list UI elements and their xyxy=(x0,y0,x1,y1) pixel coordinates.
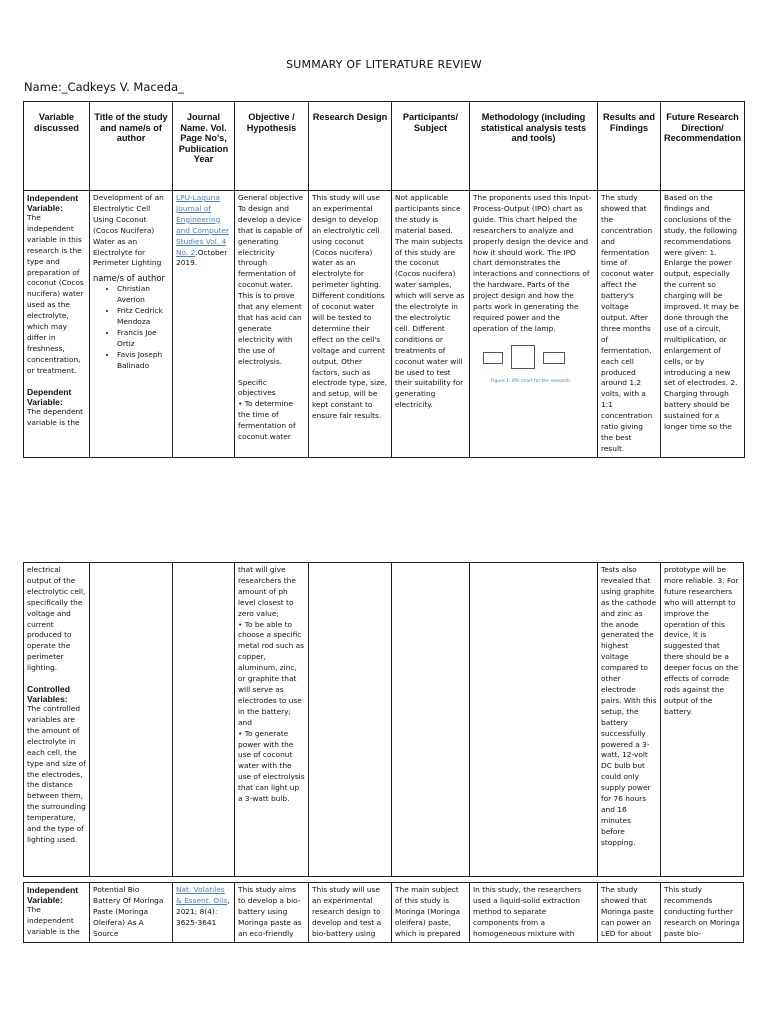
table-row xyxy=(24,191,745,458)
dependent-variable-label: Dependent Variable: xyxy=(27,386,72,407)
header-objective: Objective / Hypothesis xyxy=(235,102,309,191)
table-header-row xyxy=(24,102,745,191)
author-item: • Fritz Cedrick Mendoza xyxy=(117,306,169,328)
ipo-input-box xyxy=(483,352,503,364)
cell-objective xyxy=(235,191,309,458)
controlled-variables-text: The controlled variables are the amount of electrolyte in each cell, the type and size of the electrodes, the distance between them, the surrounding temperature, and the type of lighting used. xyxy=(27,704,86,844)
author-item: • Francis Joe Ortiz xyxy=(117,328,169,350)
header-journal: Journal Name. Vol. Page No's, Publication Year xyxy=(173,102,235,191)
cell-future: prototype will be more reliable. 3. For future researchers who will attempt to improve the operation of this device, it is suggested that there should be a deeper focus on the effects of corrode rods against the output of the battery. xyxy=(661,563,744,877)
cell-objective: This study aims to develop a bio-battery using Moringa paste as an eco-friendly xyxy=(235,883,309,943)
figure-caption: Figure 1. IPO chart for the research xyxy=(491,378,570,384)
header-methodology: Methodology (including statistical analysis tests and tools) xyxy=(470,102,598,191)
cell-future: This study recommends conducting further research on Moringa paste bio- xyxy=(661,883,744,943)
author-item: • Favis Joseph Balinado xyxy=(117,350,169,372)
cell-participants: The main subject of this study is Moringa (Moringa oleifera) paste, which is prepared xyxy=(392,883,470,943)
ipo-chart-figure xyxy=(483,343,570,384)
header-participants: Participants/ Subject xyxy=(392,102,470,191)
name-line: Name:_Cadkeys V. Maceda_ xyxy=(24,80,184,94)
cell-variable xyxy=(24,191,90,458)
cell-future: Based on the findings and conclusions of the study, the following recommendations were given: 1. Enlarge the power output, especially the current so charging will be improved. It may be done through the use of a circuit, multiplication, or enlargement of cells, or by introducing a new set of electrodes. 2. Charging through battery should be sustained for a longer time so the xyxy=(661,191,745,458)
independent-variable-label: Independent Variable: xyxy=(27,885,79,905)
specific-objectives-label: Specific objectives xyxy=(238,377,276,398)
cell-journal xyxy=(173,883,235,943)
cell-title xyxy=(90,191,173,458)
methodology-text: The proponents used this Input-Process-Output (IPO) chart as guide. This chart helped the researchers to analyze and properly design the device and how it should work. The IPO chart demonstrates the interactions and connections of the hardware. Parts of the project design and how the parts work in generating the required power and the operation of the lamp. xyxy=(473,193,592,333)
header-future: Future Research Direction/ Recommendation xyxy=(661,102,745,191)
cell-design: This study will use an experimental research design to develop and test a bio-battery using xyxy=(309,883,392,943)
ipo-output-box xyxy=(543,352,565,364)
header-design: Research Design xyxy=(309,102,392,191)
study-title: Development of an Electrolytic Cell Using Coconut (Cocos Nucifera) Water as an Electrolyte for Perimeter Lighting xyxy=(93,193,164,268)
cell-results: The study showed that the concentration and fermentation time of coconut water affect the battery's voltage output. After three months of fermentation, each cell produced around 1.2 volts, with a 1:1 concentration ratio giving the best result. xyxy=(598,191,661,458)
author-item: • Christian Averion xyxy=(117,284,169,306)
cell-journal xyxy=(173,563,235,877)
general-objective: General objective To design and develop a device that is capable of generating electricity through fermentation of coconut water. This is to prove that any element that has acid can generate electricity with the use of electrolysis. xyxy=(238,193,304,366)
header-variable: Variable discussed xyxy=(24,102,90,191)
cell-methodology xyxy=(470,191,598,458)
objective-bullet: • To determine the time of fermentation of coconut water xyxy=(238,399,296,442)
table-row xyxy=(24,563,744,877)
cell-participants: Not applicable participants since the study is material based. The main subjects of this study are the coconut (Cocos nucifera) water samples, which will serve as the electrolyte in the electrolytic cell. Different conditions or treatments of coconut water will be used to test their suitability for generating electricity. xyxy=(392,191,470,458)
authors-label: name/s of author xyxy=(93,273,165,284)
independent-variable-text: The independent variable is the xyxy=(27,905,80,936)
cell-results: Tests also revealed that using graphite as the cathode and zinc as the anode generated the highest voltage compared to other electrode pairs. With this setup, the battery successfully powered a 3-watt, 12-volt DC bulb but could only supply power for 76 hours and 16 minutes before stopping. xyxy=(598,563,661,877)
literature-table-part-1 xyxy=(23,101,745,458)
authors-list xyxy=(93,284,169,371)
independent-variable-label: Independent Variable: xyxy=(27,193,79,213)
document-title: SUMMARY OF LITERATURE REVIEW xyxy=(286,58,482,71)
cell-journal xyxy=(173,191,235,458)
cell-objective xyxy=(235,563,309,877)
dependent-variable-continued: electrical output of the electrolytic cell, specifically the voltage and current produced to operate the perimeter lighting. xyxy=(27,565,86,673)
cell-title: Potential Bio Battery Of Moringa Paste (Moringa Oleifera) As A Source xyxy=(90,883,173,943)
cell-design xyxy=(309,563,392,877)
cell-results: The study showed that Moringa paste can power an LED for about xyxy=(598,883,661,943)
objective-bullet: • To be able to choose a specific metal rod such as copper, aluminum, zinc, or graphite that will serve as electrodes to use in the battery; and xyxy=(238,619,305,727)
objective-bullet: • To generate power with the use of coconut water with the use of electrolysis that can light up a 3-watt bulb. xyxy=(238,728,305,804)
table-row xyxy=(24,883,744,943)
objective-continued: that will give researchers the amount of ph level closest to zero value; xyxy=(238,565,296,618)
dependent-variable-text: The dependent variable is the xyxy=(27,406,84,427)
journal-date: .October 2019. xyxy=(176,247,228,268)
cell-design: This study will use an experimental design to develop an electrolytic cell using coconut (Cocos nucifera) water as an electrolyte for perimeter lighting. Different conditions of coconut water will be tested to determine their effect on the cell's voltage and current output. Other factors, such as electrode type, size, and setup, will be kept constant to ensure fair results. xyxy=(309,191,392,458)
journal-details: , 2021; 8(4): 3625-3641 xyxy=(176,895,230,927)
cell-variable xyxy=(24,563,90,877)
cell-variable xyxy=(24,883,90,943)
literature-table-part-3 xyxy=(23,882,744,943)
cell-participants xyxy=(392,563,470,877)
controlled-variables-label: Controlled Variables: xyxy=(27,684,70,705)
independent-variable-text: The independent variable in this research is the type and preparation of coconut (Cocos nucifera) water used as the electrolyte, which may differ in freshness, concentration, or treatment. xyxy=(27,213,84,375)
cell-methodology xyxy=(470,563,598,877)
header-results: Results and Findings xyxy=(598,102,661,191)
ipo-process-box xyxy=(511,345,535,369)
journal-link[interactable]: Nat. Volatiles & Essent. Oils xyxy=(176,885,228,905)
literature-table-part-2 xyxy=(23,562,744,877)
header-title: Title of the study and name/s of author xyxy=(90,102,173,191)
cell-methodology: In this study, the researchers used a liquid-solid extraction method to separate components from a homogeneous mixture with xyxy=(470,883,598,943)
journal-link[interactable]: LPU-Laguna Journal of Engineering and Computer Studies Vol. 4 No. 2 xyxy=(176,193,229,257)
cell-title xyxy=(90,563,173,877)
